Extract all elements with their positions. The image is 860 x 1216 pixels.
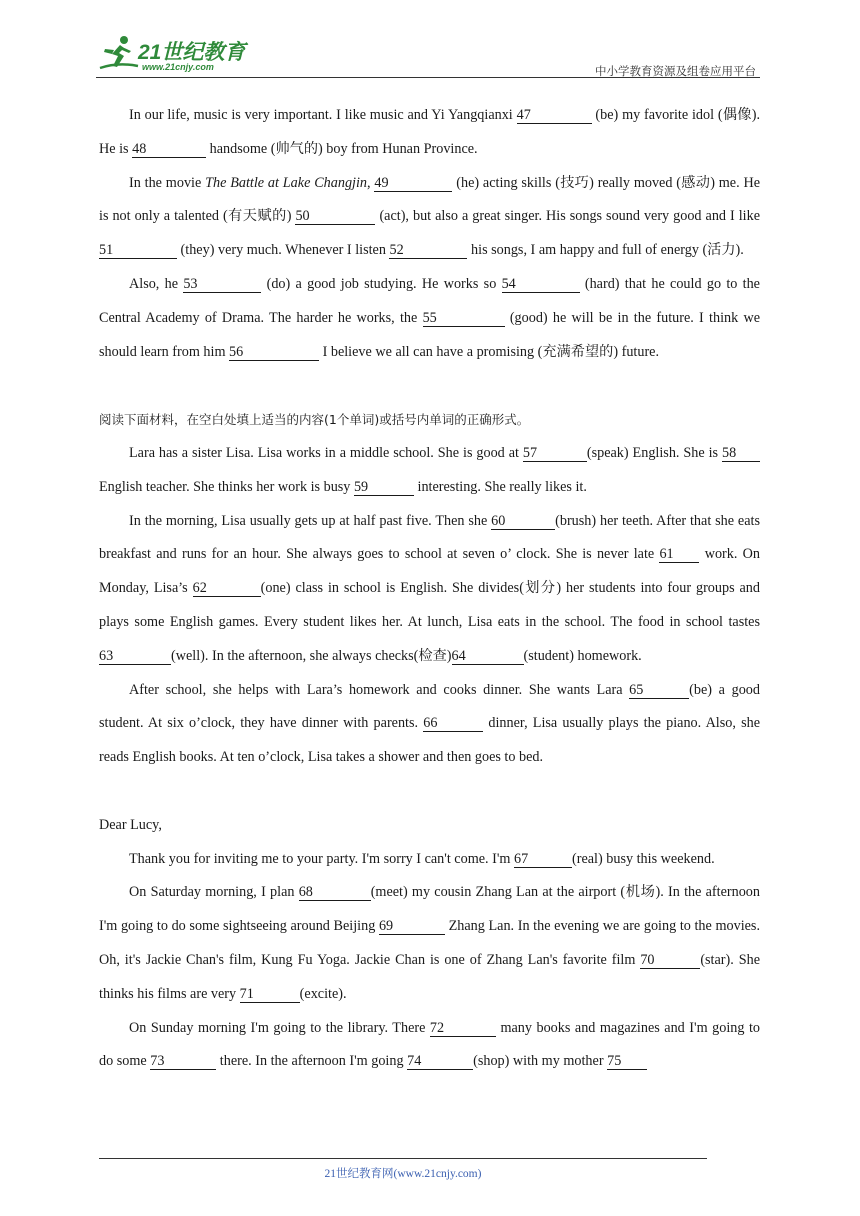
passage2-paragraph2: [99, 505, 760, 674]
text-segment: (good) he will be in the future. I think we should learn from him: [99, 309, 760, 360]
blank-55[interactable]: 55: [423, 311, 505, 327]
text-segment: (one) class in school is English. She divides(划分) her students into four groups and plays some English games. Every student likes her. At lunch, Lisa eats in the school. The food in school tastes: [99, 580, 760, 630]
section-spacer: [99, 369, 760, 403]
blank-73[interactable]: 73: [150, 1054, 216, 1070]
blank-69[interactable]: 69: [379, 919, 445, 935]
letter-paragraph2: [99, 876, 760, 1011]
text-segment: (meet) my cousin Zhang Lan at the airport (机场). In the afternoon I'm going to do some sightseeing around Beijing: [99, 884, 760, 935]
text-segment: (brush) her teeth. After that she eats breakfast and runs for an hour. She always goes to school at seven o’ clock. She is never late: [99, 512, 760, 563]
footer-divider: [99, 1158, 707, 1159]
text-segment: his songs, I am happy and full of energy (活力).: [467, 242, 744, 259]
blank-52[interactable]: 52: [389, 243, 467, 259]
text-segment: I believe we all can have a promising (充满希望的) future.: [319, 343, 660, 360]
blank-48[interactable]: 48: [132, 142, 206, 158]
blank-49[interactable]: 49: [374, 176, 452, 192]
passage1-paragraph2: [99, 167, 760, 268]
text-segment: (they) very much. Whenever I listen: [177, 242, 390, 259]
text-segment: (excite).: [299, 985, 347, 1002]
text-segment: (student) homework.: [523, 647, 642, 664]
text-segment: ,: [367, 174, 375, 191]
text-segment: Also, he: [129, 275, 184, 292]
text-segment: (shop) with my mother: [473, 1053, 608, 1070]
text-segment: there. In the afternoon I'm going: [216, 1053, 408, 1070]
blank-61[interactable]: 61: [659, 547, 699, 563]
blank-51[interactable]: 51: [99, 243, 177, 259]
text-segment: work. On Monday, Lisa’s: [99, 546, 760, 597]
blank-68[interactable]: 68: [299, 885, 371, 901]
brand-url: www.21cnjy.com: [142, 62, 214, 72]
blank-66[interactable]: 66: [423, 716, 483, 732]
section-spacer: [99, 775, 760, 809]
blank-75[interactable]: 75: [607, 1054, 647, 1070]
blank-74[interactable]: 74: [407, 1054, 473, 1070]
text-segment: On Sunday morning I'm going to the library. There: [129, 1019, 430, 1036]
letter-greeting: Dear Lucy,: [99, 816, 162, 833]
text-segment: many books and magazines and I'm going to do some: [99, 1019, 760, 1070]
text-segment: (star). She thinks his films are very: [99, 951, 760, 1002]
text-segment: interesting. She really likes it.: [413, 478, 587, 495]
passage2-instruction: 阅读下面材料，在空白处填上适当的内容(1个单词)或括号内单词的正确形式。: [99, 412, 530, 428]
blank-59[interactable]: 59: [354, 480, 414, 496]
blank-71[interactable]: 71: [240, 987, 300, 1003]
text-segment: In the movie: [129, 174, 206, 191]
letter-paragraph1: [99, 843, 760, 877]
blank-62[interactable]: 62: [193, 581, 261, 597]
passage1-paragraph3: [99, 268, 760, 369]
text-segment: dinner, Lisa usually plays the piano. Also, she reads English books. At ten o’clock, Lisa takes a shower and then goes to bed.: [99, 715, 760, 766]
blank-70[interactable]: 70: [640, 953, 700, 969]
blank-65[interactable]: 65: [629, 683, 689, 699]
text-segment: In our life, music is very important. I like music and Yi Yangqianxi: [129, 107, 513, 123]
blank-53[interactable]: 53: [183, 277, 261, 293]
platform-tagline: 中小学教育资源及组卷应用平台: [595, 64, 756, 78]
text-segment: (act), but also a great singer. His songs sound very good and I like: [375, 208, 760, 225]
text-segment: (he) acting skills (技巧) really moved (感动) me. He is not only a talented (有天赋的): [99, 174, 761, 225]
passage1-paragraph1: [99, 99, 760, 167]
blank-56[interactable]: 56: [229, 345, 319, 361]
text-segment: Lara has a sister Lisa. Lisa works in a middle school. She is good at: [129, 444, 523, 461]
runner-logo-icon: [98, 34, 140, 72]
text-segment: (well). In the afternoon, she always checks(检查): [171, 647, 452, 664]
text-segment: In the morning, Lisa usually gets up at half past five. Then she: [129, 512, 492, 529]
blank-57[interactable]: 57: [523, 446, 587, 462]
text-segment: (speak) English. She is: [586, 444, 722, 461]
page-header: [96, 30, 760, 80]
blank-63[interactable]: 63: [99, 649, 171, 665]
text-segment: Thank you for inviting me to your party. I'm sorry I can't come. I'm: [129, 850, 514, 867]
blank-50[interactable]: 50: [295, 209, 375, 225]
text-segment: (be) a good student. At six o’clock, they have dinner with parents.: [99, 681, 760, 732]
text-segment: handsome (帅气的) boy from Hunan Province.: [206, 140, 478, 157]
footer-link[interactable]: 21世纪教育网(www.21cnjy.com): [324, 1168, 482, 1180]
text-segment: On Saturday morning, I plan: [129, 884, 299, 901]
movie-title: The Battle at Lake Changjin: [205, 174, 368, 191]
text-segment: (be) my favorite idol (偶像). He is: [99, 107, 761, 157]
text-segment: After school, she helps with Lara’s homework and cooks dinner. She wants Lara: [129, 681, 630, 698]
blank-54[interactable]: 54: [502, 277, 580, 293]
text-segment: Zhang Lan. In the evening we are going to the movies. Oh, it's Jackie Chan's film, Kung Fu Yoga. Jackie Chan is one of Zhang Lan's favorite film: [99, 918, 760, 968]
blank-60[interactable]: 60: [491, 514, 555, 530]
text-segment: (do) a good job studying. He works so: [261, 275, 502, 292]
passage2-paragraph1: [99, 437, 760, 505]
blank-72[interactable]: 72: [430, 1021, 496, 1037]
page-footer: [99, 1158, 707, 1180]
text-segment: English teacher. She thinks her work is busy: [99, 478, 354, 495]
brand-name: 21世纪教育: [138, 41, 246, 64]
letter-paragraph3: [99, 1012, 760, 1080]
site-logo[interactable]: [96, 30, 266, 76]
text-segment: (real) busy this weekend.: [572, 850, 715, 867]
header-divider: [96, 77, 760, 78]
blank-64[interactable]: 64: [452, 649, 524, 665]
text-segment: (hard) that he could go to the Central Academy of Drama. The harder he works, the: [99, 275, 760, 326]
blank-67[interactable]: 67: [514, 852, 572, 868]
document-body: [99, 99, 760, 1079]
passage2-paragraph3: [99, 674, 760, 775]
blank-47[interactable]: 47: [517, 108, 592, 124]
blank-58[interactable]: 58: [722, 446, 760, 462]
